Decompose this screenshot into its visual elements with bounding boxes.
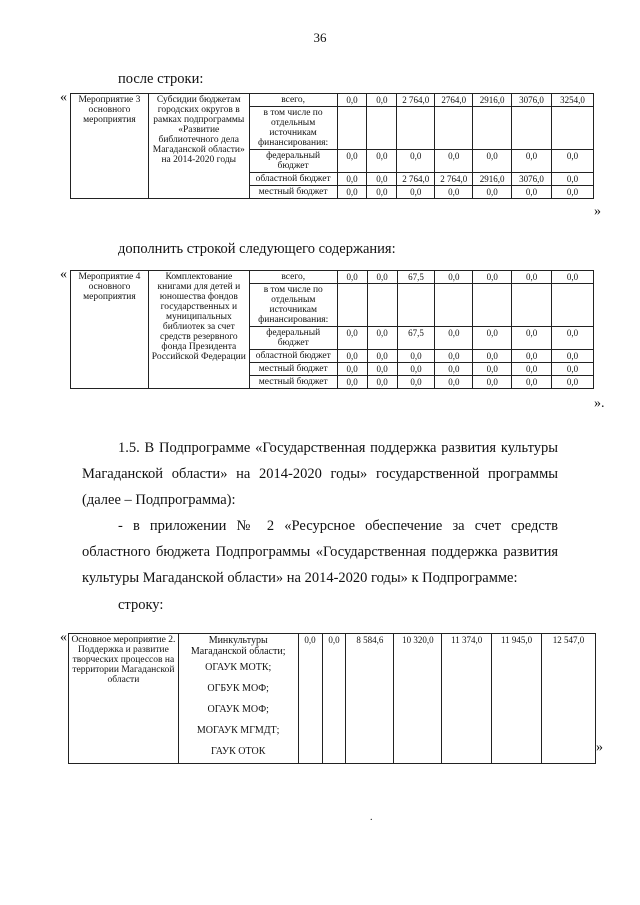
value-cell: 12 547,0	[542, 634, 596, 764]
value-cell: 0,0	[367, 327, 397, 350]
quote-open: «	[60, 267, 67, 282]
measure-name: Мероприятие 4 основного мероприятия	[71, 271, 149, 389]
value-cell: 0,0	[337, 173, 367, 186]
intro-add-row: дополнить строкой следующего содержания:	[118, 241, 396, 257]
value-cell: 11 374,0	[442, 634, 492, 764]
value-cell: 0,0	[473, 150, 512, 173]
value-cell: 0,0	[473, 186, 512, 199]
value-cell: 2764,0	[435, 94, 473, 107]
value-cell: 0,0	[435, 363, 473, 376]
value-cell: 0,0	[367, 363, 397, 376]
value-cell: 3076,0	[512, 173, 552, 186]
quote-close-dot: ».	[594, 396, 605, 411]
row-label: в том числе по отдельным источникам финансирования:	[249, 107, 337, 150]
org-item: ОГАУК МОТК;	[205, 662, 272, 673]
value-cell: 0,0	[512, 150, 552, 173]
value-cell: 2 764,0	[397, 173, 435, 186]
intro-after-row: после строки:	[118, 71, 204, 87]
value-cell: 0,0	[337, 186, 367, 199]
value-cell: 0,0	[367, 173, 397, 186]
row-label: в том числе по отдельным источникам финансирования:	[249, 284, 337, 327]
value-cell: 0,0	[552, 376, 594, 389]
value-cell: 0,0	[397, 186, 435, 199]
value-cell: 11 945,0	[492, 634, 542, 764]
value-cell: 0,0	[367, 150, 397, 173]
value-cell: 67,5	[397, 271, 435, 284]
org-item: ОГБУК МОФ;	[207, 683, 269, 694]
table-measure-3	[70, 93, 594, 199]
value-cell: 0,0	[512, 363, 552, 376]
row-label: всего,	[249, 271, 337, 284]
value-cell: 0,0	[367, 271, 397, 284]
value-cell: 0,0	[473, 376, 512, 389]
value-cell: 0,0	[512, 327, 552, 350]
value-cell: 0,0	[435, 376, 473, 389]
intro-row: строку:	[118, 597, 164, 613]
value-cell: 0,0	[552, 271, 594, 284]
value-cell: 0,0	[435, 271, 473, 284]
value-cell: 0,0	[552, 150, 594, 173]
row-label: местный бюджет	[249, 363, 337, 376]
value-cell: 8 584,6	[346, 634, 394, 764]
value-cell: 2916,0	[473, 173, 512, 186]
value-cell: 0,0	[337, 271, 367, 284]
value-cell: 0,0	[512, 186, 552, 199]
table-measure-4	[70, 270, 594, 389]
org-item: Минкультуры Магаданской области;	[190, 635, 286, 657]
quote-open: «	[60, 90, 67, 105]
value-cell: 2 764,0	[397, 94, 435, 107]
value-cell: 0,0	[473, 350, 512, 363]
value-cell: 0,0	[435, 350, 473, 363]
quote-close: »	[594, 204, 601, 219]
value-cell: 0,0	[435, 150, 473, 173]
measure-name: Мероприятие 3 основного мероприятия	[71, 94, 149, 199]
value-cell: 0,0	[367, 376, 397, 389]
value-cell: 2916,0	[473, 94, 512, 107]
value-cell: 0,0	[337, 350, 367, 363]
org-item: МОГАУК МГМДТ;	[196, 725, 280, 736]
measure-description: Субсидии бюджетам городских округов в рамках подпрограммы «Развитие библиотечного дела Магаданской области» на 2014-2020 годы	[148, 94, 249, 199]
value-cell: 0,0	[367, 94, 397, 107]
paragraph-1-5: 1.5. В Подпрограмме «Государственная поддержка развития культуры Магаданской области» на 2014-2020 годы» государственной программы (далее – Подпрограмма):	[82, 440, 558, 508]
value-cell: 2 764,0	[435, 173, 473, 186]
org-item: ГАУК ОТОК	[211, 746, 266, 757]
row-label: местный бюджет	[249, 376, 337, 389]
value-cell: 0,0	[337, 376, 367, 389]
value-cell: 0,0	[367, 186, 397, 199]
value-cell: 0,0	[397, 363, 435, 376]
value-cell: 0,0	[367, 350, 397, 363]
paragraph-appendix: - в приложении № 2 «Ресурсное обеспечение за счет средств областного бюджета Подпрограммы «Государственная поддержка развития культуры Магаданской области» на 2014-2020 годы» к Подпрограмме:	[82, 518, 558, 586]
value-cell: 0,0	[512, 271, 552, 284]
quote-close: »	[596, 740, 603, 755]
value-cell: 0,0	[552, 327, 594, 350]
row-label: областной бюджет	[249, 173, 337, 186]
value-cell: 0,0	[512, 350, 552, 363]
value-cell: 0,0	[397, 376, 435, 389]
table-main-measure-2	[68, 633, 596, 764]
quote-open: «	[60, 630, 67, 645]
value-cell: 0,0	[435, 186, 473, 199]
row-label: областной бюджет	[249, 350, 337, 363]
value-cell: 0,0	[473, 327, 512, 350]
value-cell: 10 320,0	[394, 634, 442, 764]
value-cell: 0,0	[397, 150, 435, 173]
value-cell: 3254,0	[552, 94, 594, 107]
value-cell: 0,0	[552, 186, 594, 199]
value-cell: 0,0	[435, 327, 473, 350]
value-cell: 0,0	[337, 94, 367, 107]
measure-name: Основное мероприятие 2. Поддержка и развитие творческих процессов на территории Магаданской области	[69, 634, 179, 764]
value-cell: 0,0	[473, 271, 512, 284]
value-cell: 0,0	[552, 363, 594, 376]
row-label: федеральный бюджет	[249, 327, 337, 350]
row-label: федеральный бюджет	[249, 150, 337, 173]
org-item: ОГАУК МОФ;	[207, 704, 269, 715]
value-cell: 0,0	[473, 363, 512, 376]
value-cell: 0,0	[322, 634, 346, 764]
row-label: местный бюджет	[249, 186, 337, 199]
value-cell: 0,0	[552, 173, 594, 186]
value-cell: 3076,0	[512, 94, 552, 107]
value-cell: 67,5	[397, 327, 435, 350]
row-label: всего,	[249, 94, 337, 107]
value-cell: 0,0	[337, 327, 367, 350]
value-cell: 0,0	[337, 363, 367, 376]
page-number: 36	[313, 30, 327, 45]
value-cell: 0,0	[552, 350, 594, 363]
footer-mark: .	[370, 812, 373, 823]
value-cell: 0,0	[512, 376, 552, 389]
value-cell: 0,0	[337, 150, 367, 173]
organizations-list	[178, 634, 298, 764]
value-cell: 0,0	[298, 634, 322, 764]
value-cell: 0,0	[397, 350, 435, 363]
measure-description: Комплектование книгами для детей и юношества фондов государственных и муниципальных библиотек за счет средств резервного фонда Президента Российской Федерации	[148, 271, 249, 389]
